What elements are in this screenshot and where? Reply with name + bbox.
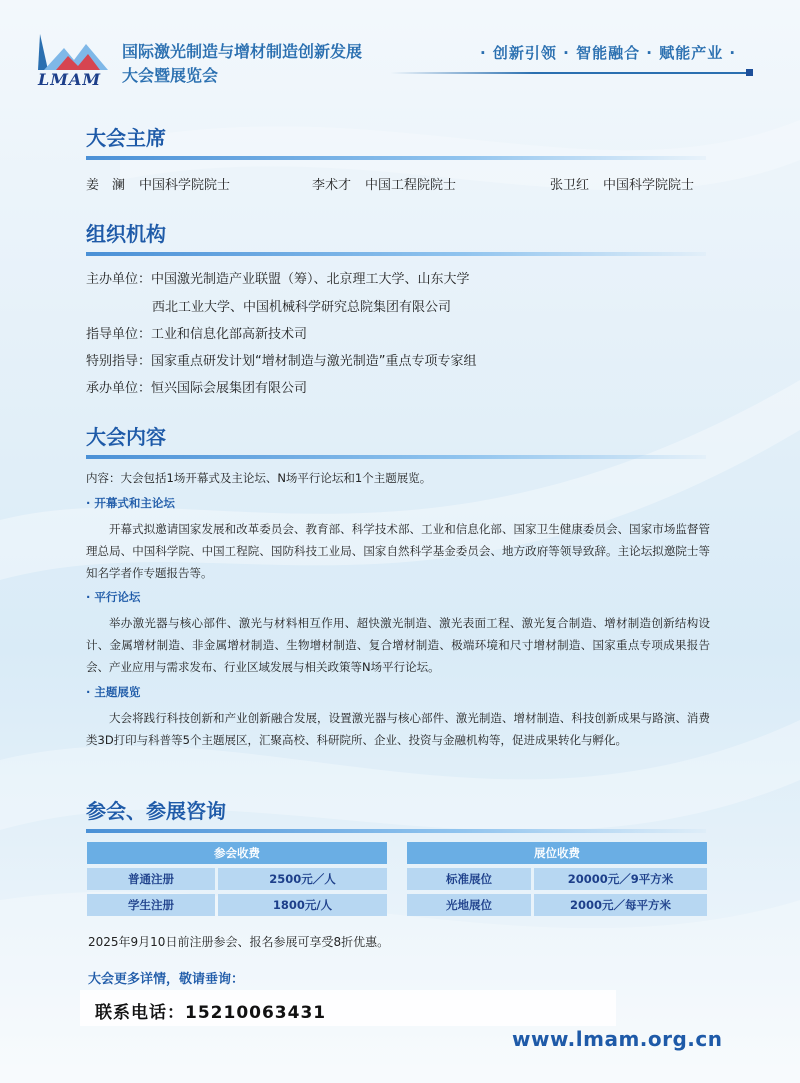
- org-organizer-value: 恒兴国际会展集团有限公司: [151, 381, 308, 396]
- section-rule-consult: [86, 829, 706, 833]
- section-title-content: 大会内容: [86, 425, 166, 449]
- booth-label: 标准展位: [407, 868, 531, 890]
- event-title-line1: 国际激光制造与增材制造创新发展: [122, 42, 363, 61]
- contact-phone: 联系电话：15210063431: [95, 1003, 327, 1023]
- org-organizer: [86, 377, 307, 396]
- subsection-title-opening: · 开幕式和主论坛: [86, 496, 175, 510]
- org-host: [86, 268, 470, 287]
- org-special: [86, 350, 477, 369]
- booth-value: 20000元／9平方米: [534, 868, 707, 890]
- event-title: [122, 40, 362, 88]
- paragraph-opening: 开幕式拟邀请国家发展和改革委员会、教育部、科学技术部、工业和信息化部、国家卫生健康委员会、国家市场监督管理总局、中国科学院、中国工程院、国防科技工业局、国家自然科学基金委员会、地方政府等领导致辞。主论坛拟邀院士等知名学者作专题报告等。: [86, 522, 710, 580]
- fee-table-header: 参会收费: [87, 842, 387, 864]
- slogan: · 创新引领 · 智能融合 · 赋能产业 ·: [480, 44, 737, 62]
- org-guide-label: 指导单位：: [86, 327, 152, 342]
- chair-org: 中国工程院院士: [365, 178, 457, 193]
- booth-fee-table: [404, 838, 710, 920]
- booth-table-header: 展位收费: [407, 842, 707, 864]
- booth-value: 2000元／每平方米: [534, 894, 707, 916]
- section-title-organization: 组织机构: [86, 222, 166, 246]
- content-intro: 内容：大会包括1场开幕式及主论坛、N场平行论坛和1个主题展览。: [86, 471, 432, 485]
- fee-label: 学生注册: [87, 894, 215, 916]
- subsection-title-exhibition: · 主题展览: [86, 685, 141, 699]
- section-title-consult: 参会、参展咨询: [86, 799, 226, 823]
- org-host-label: 主办单位：: [86, 272, 152, 287]
- header-divider: [390, 72, 750, 74]
- table-row: [87, 868, 387, 890]
- org-guide-value: 工业和信息化部高新技术司: [151, 327, 308, 342]
- registration-fee-table: [84, 838, 390, 920]
- chair-item: [312, 174, 456, 193]
- more-info-label: 大会更多详情，敬请垂询：: [88, 972, 245, 987]
- org-special-value: 国家重点研发计划“增材制造与激光制造”重点专项专家组: [151, 354, 477, 369]
- discount-note: 2025年9月10日前注册参会、报名参展可享受8折优惠。: [88, 935, 390, 949]
- org-special-label: 特别指导：: [86, 354, 152, 369]
- chair-name: 李术才: [312, 178, 352, 193]
- chair-item: [550, 174, 694, 193]
- table-row: [87, 894, 387, 916]
- header-divider-dot: [746, 69, 753, 76]
- chair-org: 中国科学院院士: [139, 178, 231, 193]
- org-organizer-label: 承办单位：: [86, 381, 152, 396]
- org-host-line2: 西北工业大学、中国机械科学研究总院集团有限公司: [152, 300, 452, 315]
- chair-org: 中国科学院院士: [603, 178, 695, 193]
- paragraph-parallel: 举办激光器与核心部件、激光与材料相互作用、超快激光制造、激光表面工程、激光复合制造、增材制造创新结构设计、金属增材制造、非金属增材制造、生物增材制造、复合增材制造、极端环境和尺寸增材制造、国家重点专项成果报告会、产业应用与需求发布、行业区域发展与相关政策等N场平行论坛。: [86, 616, 710, 674]
- fee-value: 2500元／人: [218, 868, 387, 890]
- section-rule-organization: [86, 252, 706, 256]
- table-row: [407, 868, 707, 890]
- logo-text: LMAM: [38, 70, 102, 89]
- org-guide: [86, 323, 307, 342]
- org-host-line1: 中国激光制造产业联盟（筹）、北京理工大学、山东大学: [151, 272, 470, 287]
- booth-label: 光地展位: [407, 894, 531, 916]
- section-rule-content: [86, 455, 706, 459]
- chair-item: [86, 174, 230, 193]
- event-title-line2: 大会暨展览会: [122, 66, 219, 85]
- paragraph-exhibition: 大会将践行科技创新和产业创新融合发展，设置激光器与核心部件、激光制造、增材制造、科技创新成果与路演、消费类3D打印与科普等5个主题展区，汇聚高校、科研院所、企业、投资与金融机构等，促进成果转化与孵化。: [86, 711, 710, 747]
- section-rule-chairs: [86, 156, 706, 160]
- website-url[interactable]: www.lmam.org.cn: [512, 1027, 723, 1051]
- fee-label: 普通注册: [87, 868, 215, 890]
- table-row: [407, 894, 707, 916]
- chair-name: 张卫红: [550, 178, 590, 193]
- section-title-chairs: 大会主席: [86, 126, 166, 150]
- chair-name: 姜 澜: [86, 178, 126, 193]
- fee-value: 1800元/人: [218, 894, 387, 916]
- subsection-title-parallel: · 平行论坛: [86, 590, 141, 604]
